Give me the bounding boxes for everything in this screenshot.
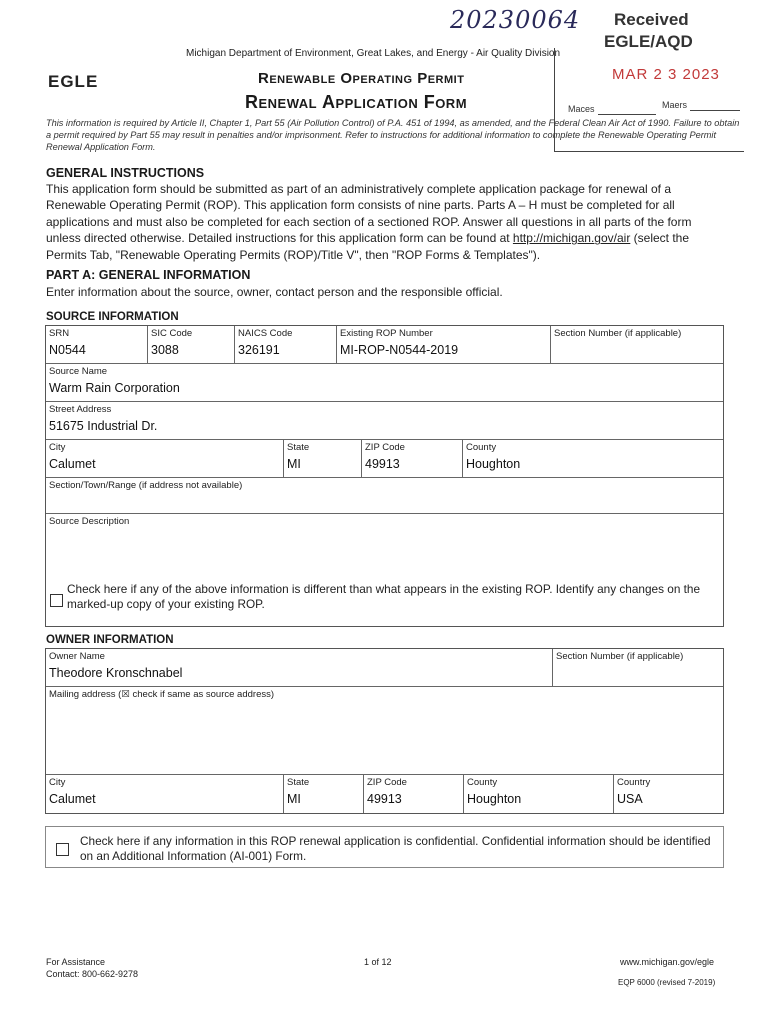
owner-name-value: Theodore Kronschnabel — [49, 666, 183, 680]
naics-cell[interactable]: NAICS Code 326191 — [235, 326, 337, 364]
owner-city-cell[interactable]: City Calumet — [46, 775, 284, 813]
srn-cell[interactable]: SRN N0544 — [46, 326, 148, 364]
stamp-rule — [690, 110, 740, 111]
confidential-label: Check here if any information in this ROP renewal application is confidential. Confidential information should be identified on an Additional Information (AI-001) Form. — [80, 834, 711, 864]
zip-value: 49913 — [365, 457, 400, 471]
form-id: EQP 6000 (revised 7-2019) — [618, 978, 716, 987]
srn-value: N0544 — [49, 343, 86, 357]
owner-county-cell[interactable]: County Houghton — [464, 775, 614, 813]
form-title-line1: Renewable Operating Permit — [258, 70, 465, 87]
owner-information-table — [45, 648, 724, 814]
handwritten-number: 20230064 — [450, 6, 581, 34]
part-a-subtext: Enter information about the source, owner, contact person and the responsible official. — [46, 285, 503, 299]
stamp-maers: Maers — [662, 100, 688, 110]
owner-state-value: MI — [287, 792, 301, 806]
page-number: 1 of 12 — [364, 957, 392, 967]
owner-country-cell[interactable]: Country USA — [617, 777, 651, 806]
general-instructions-heading: GENERAL INSTRUCTIONS — [46, 166, 205, 180]
source-changes-checkbox[interactable] — [50, 594, 63, 607]
zip-cell[interactable]: ZIP Code 49913 — [362, 440, 463, 478]
owner-zip-value: 49913 — [367, 792, 402, 806]
naics-value: 326191 — [238, 343, 280, 357]
confidential-checkbox[interactable] — [56, 843, 69, 856]
mailing-address-cell[interactable]: Mailing address (☒ check if same as source address) — [46, 687, 723, 775]
general-instructions-text: This application form should be submitted as part of an administratively complete application package for renewal of a Renewable Operating Permit (ROP). This application form consists of nine parts. Parts A – H must be completed for all applications and must also be completed for each section of a sectioned ROP. Answer all questions in all parts of the form unless directed otherwise. Detailed instructions for this application form can be found at http://michigan.gov/air (select the Permits Tab, "Renewable Operating Permits (ROP)/Title V", then "ROP Forms & Templates"). — [46, 182, 692, 262]
source-name-value: Warm Rain Corporation — [49, 381, 180, 395]
egle-logo: EGLE — [48, 72, 99, 91]
source-name-cell[interactable]: Source Name Warm Rain Corporation — [46, 364, 723, 402]
existing-rop-cell[interactable]: Existing ROP Number MI-ROP-N0544-2019 — [337, 326, 551, 364]
stamp-maces: Maces — [568, 104, 595, 114]
assistance-contact: For Assistance Contact: 800-662-9278 — [46, 957, 139, 979]
county-cell[interactable]: County Houghton — [463, 440, 723, 478]
same-as-source-checkbox[interactable]: ☒ — [121, 689, 130, 700]
existing-rop-value: MI-ROP-N0544-2019 — [340, 343, 459, 357]
michigan-air-link[interactable]: http://michigan.gov/air — [512, 231, 631, 246]
sic-cell[interactable]: SIC Code 3088 — [148, 326, 235, 364]
owner-state-cell[interactable]: State MI — [284, 775, 364, 813]
street-address-value: 51675 Industrial Dr. — [49, 419, 158, 433]
source-information-table — [45, 325, 724, 627]
owner-city-value: Calumet — [49, 792, 96, 806]
state-value: MI — [287, 457, 301, 471]
intro-text: This information is required by Article II, Chapter 1, Part 55 (Air Pollution Control) of P.A. 451 of 1994, as amended, and the Federal Clean Air Act of 1990. Failure to obtain a permit required by Part 55 may result in penalties and/or imprisonment. Refer to instructions for additional information to complete the Renewable Operating Permit Renewal Application Form. — [46, 118, 740, 152]
website: www.michigan.gov/egle — [620, 957, 715, 967]
section-number-cell[interactable]: Section Number (if applicable) — [551, 326, 723, 364]
department-name: Michigan Department of Environment, Great Lakes, and Energy - Air Quality Division — [186, 48, 561, 59]
owner-zip-cell[interactable]: ZIP Code 49913 — [364, 775, 464, 813]
source-changes-label: Check here if any of the above information is different than what appears in the existing ROP. Identify any changes on the marked-up copy of your existing ROP. — [67, 582, 701, 612]
street-address-cell[interactable]: Street Address 51675 Industrial Dr. — [46, 402, 723, 440]
owner-information-heading: OWNER INFORMATION — [46, 634, 174, 646]
source-description-cell[interactable]: Source Description Check here if any of the above information is different than what appears in the existing ROP. Identify any changes on the marked-up copy of your existing ROP. — [46, 514, 723, 626]
county-value: Houghton — [466, 457, 521, 471]
received-stamp-agency: EGLE/AQD — [604, 32, 693, 51]
source-information-heading: SOURCE INFORMATION — [46, 311, 179, 323]
sic-value: 3088 — [151, 343, 179, 357]
received-stamp: Received — [614, 10, 689, 29]
section-town-range-cell[interactable]: Section/Town/Range (if address not available) — [46, 478, 723, 514]
state-cell[interactable]: State MI — [284, 440, 362, 478]
owner-county-value: Houghton — [467, 792, 522, 806]
received-stamp-date: MAR 2 3 2023 — [612, 66, 720, 83]
stamp-rule — [598, 114, 656, 115]
owner-name-cell[interactable]: Owner Name Theodore Kronschnabel — [46, 649, 553, 687]
part-a-heading: PART A: GENERAL INFORMATION — [46, 268, 251, 282]
form-title-line2: Renewal Application Form — [245, 92, 468, 112]
city-cell[interactable]: City Calumet — [46, 440, 284, 478]
city-value: Calumet — [49, 457, 96, 471]
owner-country-value: USA — [617, 792, 643, 806]
owner-section-number-cell[interactable]: Section Number (if applicable) — [553, 649, 723, 687]
confidential-box — [45, 826, 724, 868]
